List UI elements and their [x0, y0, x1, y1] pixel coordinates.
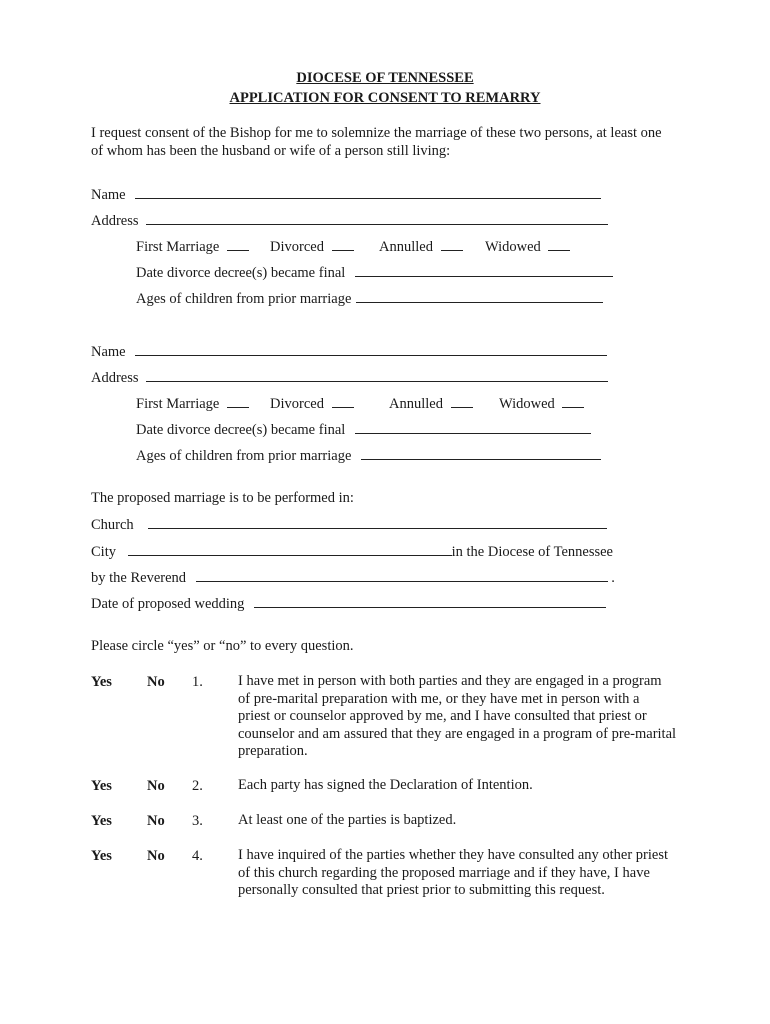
- person1-status-widowed: [485, 237, 570, 256]
- question-1-text: [238, 673, 688, 761]
- person1-name-label: Name: [91, 187, 126, 203]
- wedding-date-field[interactable]: [254, 594, 606, 608]
- church-field[interactable]: [148, 515, 607, 529]
- person1-status-annulled: [379, 237, 463, 256]
- city-field[interactable]: [128, 542, 452, 556]
- question-4-text: [238, 847, 688, 900]
- question-text-line: I have inquired of the parties whether they have consulted any other priest: [238, 847, 669, 863]
- person2-status-widowed: [499, 394, 584, 413]
- question-text-line: of pre-marital preparation with me, or they have met in person with a: [238, 690, 640, 707]
- person1-children-label: Ages of children from prior marriage: [136, 291, 352, 307]
- question-text-line: counselor and am assured that they are engaged in a program of pre-marital: [238, 725, 677, 742]
- person2-widowed-label: Widowed: [499, 396, 555, 412]
- person2-first-marriage-label: First Marriage: [136, 396, 220, 412]
- person2-status-annulled: [389, 394, 473, 413]
- person2-address-row: [91, 368, 608, 387]
- person1-divorced-label: Divorced: [270, 239, 324, 255]
- person2-address-label: Address: [91, 370, 139, 386]
- question-text-line: priest or counselor approved by me, and I have consulted that priest or: [238, 708, 647, 724]
- person1-annulled-blank[interactable]: [441, 237, 463, 251]
- question-1-no-option[interactable]: No: [147, 674, 165, 690]
- question-4-no-option[interactable]: No: [147, 848, 165, 864]
- question-4-number: 4.: [192, 848, 203, 864]
- ceremony-intro: The proposed marriage is to be performed in:: [91, 490, 354, 506]
- person2-decree-field[interactable]: [355, 420, 591, 434]
- reverend-period: .: [611, 570, 615, 586]
- question-text-line: At least one of the parties is baptized.: [238, 812, 457, 828]
- person1-widowed-label: Widowed: [485, 239, 541, 255]
- person1-name-row: [91, 185, 601, 204]
- person1-children-row: [136, 289, 603, 308]
- person1-address-row: [91, 211, 608, 230]
- question-instruction: Please circle “yes” or “no” to every question.: [91, 638, 354, 654]
- person1-status-first-marriage: [136, 237, 249, 256]
- person1-status-divorced: [270, 237, 354, 256]
- question-text-line: personally consulted that priest prior to submitting this request.: [238, 882, 605, 898]
- question-3-no-option[interactable]: No: [147, 813, 165, 829]
- person2-children-row: [136, 446, 601, 465]
- question-2-no-option[interactable]: No: [147, 778, 165, 794]
- question-2-number: 2.: [192, 778, 203, 794]
- diocese-text: in the Diocese of Tennessee: [451, 544, 613, 560]
- person2-children-field[interactable]: [361, 446, 601, 460]
- person1-first-marriage-blank[interactable]: [227, 237, 249, 251]
- question-text-line: of this church regarding the proposed marriage and if they have, I have: [238, 864, 650, 881]
- question-text-line: preparation.: [238, 743, 308, 759]
- city-label: City: [91, 544, 116, 560]
- person1-name-field[interactable]: [135, 185, 601, 199]
- person2-status-divorced: [270, 394, 354, 413]
- question-1-number: 1.: [192, 674, 203, 690]
- person1-decree-row: [136, 263, 613, 282]
- person2-name-label: Name: [91, 344, 126, 360]
- person1-decree-field[interactable]: [355, 263, 613, 277]
- reverend-field[interactable]: [196, 568, 608, 582]
- city-row: [91, 542, 613, 561]
- person1-divorced-blank[interactable]: [332, 237, 354, 251]
- intro-line-1: I request consent of the Bishop for me to solemnize the marriage of these two persons, at least one: [91, 125, 662, 141]
- reverend-row: [91, 568, 615, 587]
- question-4-yes-option[interactable]: Yes: [91, 848, 112, 864]
- person1-children-field[interactable]: [356, 289, 603, 303]
- question-text-line: I have met in person with both parties and they are engaged in a program: [238, 673, 662, 689]
- form-title-application: APPLICATION FOR CONSENT TO REMARRY: [229, 90, 541, 106]
- church-row: [91, 515, 607, 534]
- wedding-date-label: Date of proposed wedding: [91, 596, 245, 612]
- person2-annulled-blank[interactable]: [451, 394, 473, 408]
- person2-decree-row: [136, 420, 591, 439]
- person1-annulled-label: Annulled: [379, 239, 433, 255]
- person1-address-label: Address: [91, 213, 139, 229]
- wedding-date-row: [91, 594, 606, 613]
- person2-status-first-marriage: [136, 394, 249, 413]
- question-2-yes-option[interactable]: Yes: [91, 778, 112, 794]
- person2-children-label: Ages of children from prior marriage: [136, 448, 352, 464]
- person1-decree-label: Date divorce decree(s) became final: [136, 265, 346, 281]
- person2-address-field[interactable]: [146, 368, 608, 382]
- person1-address-field[interactable]: [146, 211, 608, 225]
- person2-divorced-blank[interactable]: [332, 394, 354, 408]
- person2-first-marriage-blank[interactable]: [227, 394, 249, 408]
- person2-divorced-label: Divorced: [270, 396, 324, 412]
- person2-decree-label: Date divorce decree(s) became final: [136, 422, 346, 438]
- church-label: Church: [91, 517, 134, 533]
- person2-widowed-blank[interactable]: [562, 394, 584, 408]
- person2-name-field[interactable]: [135, 342, 607, 356]
- person1-widowed-blank[interactable]: [548, 237, 570, 251]
- question-3-number: 3.: [192, 813, 203, 829]
- person2-annulled-label: Annulled: [389, 396, 443, 412]
- intro-line-2: of whom has been the husband or wife of a person still living:: [91, 143, 451, 159]
- question-2-text: [238, 777, 688, 795]
- person1-first-marriage-label: First Marriage: [136, 239, 220, 255]
- person2-name-row: [91, 342, 607, 361]
- question-text-line: Each party has signed the Declaration of Intention.: [238, 777, 533, 793]
- question-3-text: [238, 812, 688, 830]
- form-title-diocese: DIOCESE OF TENNESSEE: [296, 70, 474, 86]
- question-1-yes-option[interactable]: Yes: [91, 674, 112, 690]
- question-3-yes-option[interactable]: Yes: [91, 813, 112, 829]
- reverend-label: by the Reverend: [91, 570, 187, 586]
